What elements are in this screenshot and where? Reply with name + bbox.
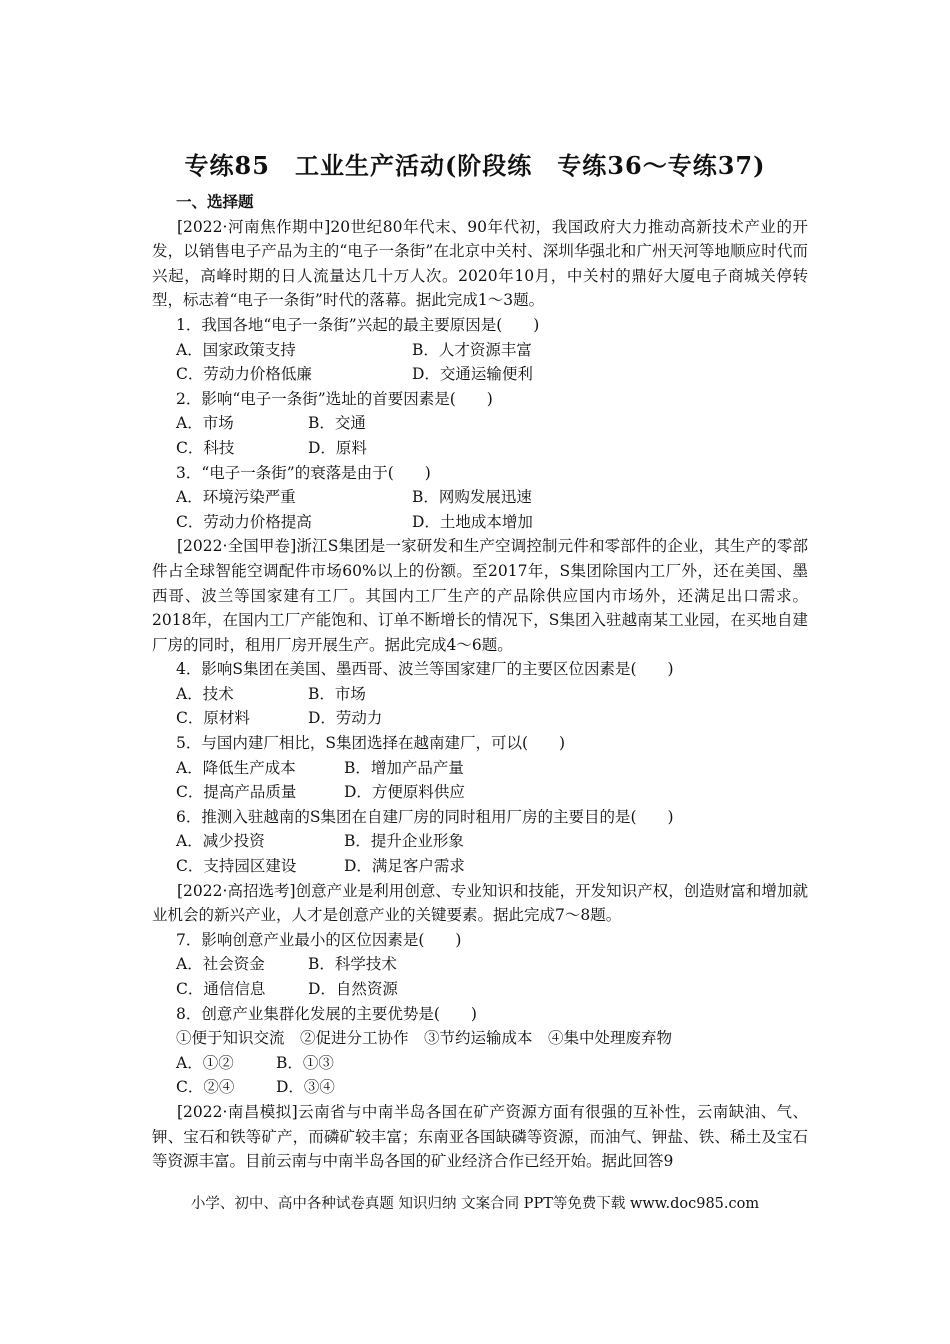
options-row xyxy=(152,756,808,781)
option-a: A．社会资金 xyxy=(176,955,265,974)
question-3: 3．“电子一条街”的衰落是由于( ) xyxy=(176,463,431,482)
question-7: 7．影响创意产业最小的区位因素是( ) xyxy=(176,930,462,949)
option-b: B．①③ xyxy=(276,1053,334,1072)
options-row xyxy=(152,682,808,707)
options-row xyxy=(152,780,808,805)
options-row xyxy=(152,977,808,1002)
option-c: C．通信信息 xyxy=(176,980,266,998)
passage-3: [2022·高招选考]创意产业是利用创意、专业知识和技能，开发知识产权，创造财富和增加就业机会的新兴产业，人才是创意产业的关键要素。据此完成7～8题。 xyxy=(152,881,808,925)
option-c: C．支持园区建设 xyxy=(176,857,297,876)
option-b: B．提升企业形象 xyxy=(344,832,464,851)
options-row xyxy=(152,362,808,387)
options-row xyxy=(152,436,808,461)
section-heading: 一、选择题 xyxy=(176,192,254,211)
option-a: A．减少投资 xyxy=(176,832,265,851)
question-2: 2．影响“电子一条街”选址的首要因素是( ) xyxy=(176,389,493,408)
options-row xyxy=(152,854,808,879)
option-c: C．劳动力价格提高 xyxy=(176,512,312,531)
passage-4: [2022·南昌模拟]云南省与中南半岛各国在矿产资源方面有很强的互补性，云南缺油、气、钾、宝石和铁等矿产，而磷矿较丰富；东南亚各国缺磷等资源，而油气、钾盐、铁、稀土及宝石等资源丰富。目前云南与中南半岛各国的矿业经济合作已经开始。据此回答9 xyxy=(152,1102,808,1171)
question-1: 1．我国各地“电子一条街”兴起的最主要原因是( ) xyxy=(176,315,540,334)
option-a: A．降低生产成本 xyxy=(176,758,296,777)
option-c: C．劳动力价格低廉 xyxy=(176,365,312,384)
option-d: D．土地成本增加 xyxy=(412,512,533,531)
page-title: 专练85 工业生产活动(阶段练 专练36～专练37) xyxy=(184,151,766,180)
options-row xyxy=(152,510,808,535)
question-5: 5．与国内建厂相比，S集团选择在越南建厂，可以( ) xyxy=(176,734,566,753)
option-d: D．自然资源 xyxy=(308,980,398,998)
question-6: 6．推测入驻越南的S集团在自建厂房的同时租用厂房的主要目的是( ) xyxy=(176,807,674,826)
options-row xyxy=(152,952,808,977)
option-a: A．环境污染严重 xyxy=(176,488,296,507)
option-d: D．方便原料供应 xyxy=(344,783,465,802)
passage-1: [2022·河南焦作期中]20世纪80年代末、90年代初，我国政府大力推动高新技术产业的开发，以销售电子产品为主的“电子一条街”在北京中关村、深圳华强北和广州天河等地顺应时代而兴起，高峰时期的日人流量达几十万人次。2020年10月，中关村的鼎好大厦电子商城关停转型，标志着“电子一条街”时代的落幕。据此完成1～3题。 xyxy=(152,217,808,310)
options-row xyxy=(152,485,808,510)
option-b: B．市场 xyxy=(308,684,366,703)
option-d: D．劳动力 xyxy=(308,709,383,728)
option-a: A．国家政策支持 xyxy=(176,340,296,359)
options-row xyxy=(152,338,808,363)
options-row xyxy=(152,829,808,854)
option-b: B．交通 xyxy=(308,414,366,433)
option-d: D．满足客户需求 xyxy=(344,857,465,876)
question-8: 8．创意产业集群化发展的主要优势是( ) xyxy=(176,1004,477,1023)
option-b: B．科学技术 xyxy=(308,955,397,974)
option-c: C．原材料 xyxy=(176,709,250,728)
option-b: B．增加产品产量 xyxy=(344,758,464,777)
option-c: C．科技 xyxy=(176,438,235,457)
option-c: C．提高产品质量 xyxy=(176,783,297,802)
options-row xyxy=(152,411,808,436)
option-d: D．原料 xyxy=(308,438,367,457)
option-a: A．市场 xyxy=(176,414,234,433)
option-b: B．人才资源丰富 xyxy=(412,340,532,359)
document-body xyxy=(152,190,808,1174)
passage-2: [2022·全国甲卷]浙江S集团是一家研发和生产空调控制元件和零部件的企业，其生产的零部件占全球智能空调配件市场60%以上的份额。至2017年，S集团除国内工厂外，还在美国、墨西哥、波兰等国家建有工厂。其国内工厂生产的产品除供应国内市场外，还满足出口需求。2018年，在国内工厂产能饱和、订单不断增长的情况下，S集团入驻越南某工业园，在买地自建厂房的同时，租用厂房开展生产。据此完成4～6题。 xyxy=(152,537,808,654)
options-row xyxy=(152,1051,808,1076)
option-d: D．③④ xyxy=(276,1078,335,1097)
options-row xyxy=(152,1075,808,1100)
option-c: C．②④ xyxy=(176,1078,235,1097)
option-a: A．①② xyxy=(176,1053,234,1072)
page-footer: 小学、初中、高中各种试卷真题 知识归纳 文案合同 PPT等免费下载 www.doc985.com xyxy=(190,1196,760,1212)
question-4: 4．影响S集团在美国、墨西哥、波兰等国家建厂的主要区位因素是( ) xyxy=(176,660,674,679)
option-a: A．技术 xyxy=(176,684,234,703)
question-8-statements: ①便于知识交流 ②促进分工协作 ③节约运输成本 ④集中处理废弃物 xyxy=(176,1029,673,1048)
options-row xyxy=(152,706,808,731)
option-d: D．交通运输便利 xyxy=(412,365,533,384)
option-b: B．网购发展迅速 xyxy=(412,488,532,507)
